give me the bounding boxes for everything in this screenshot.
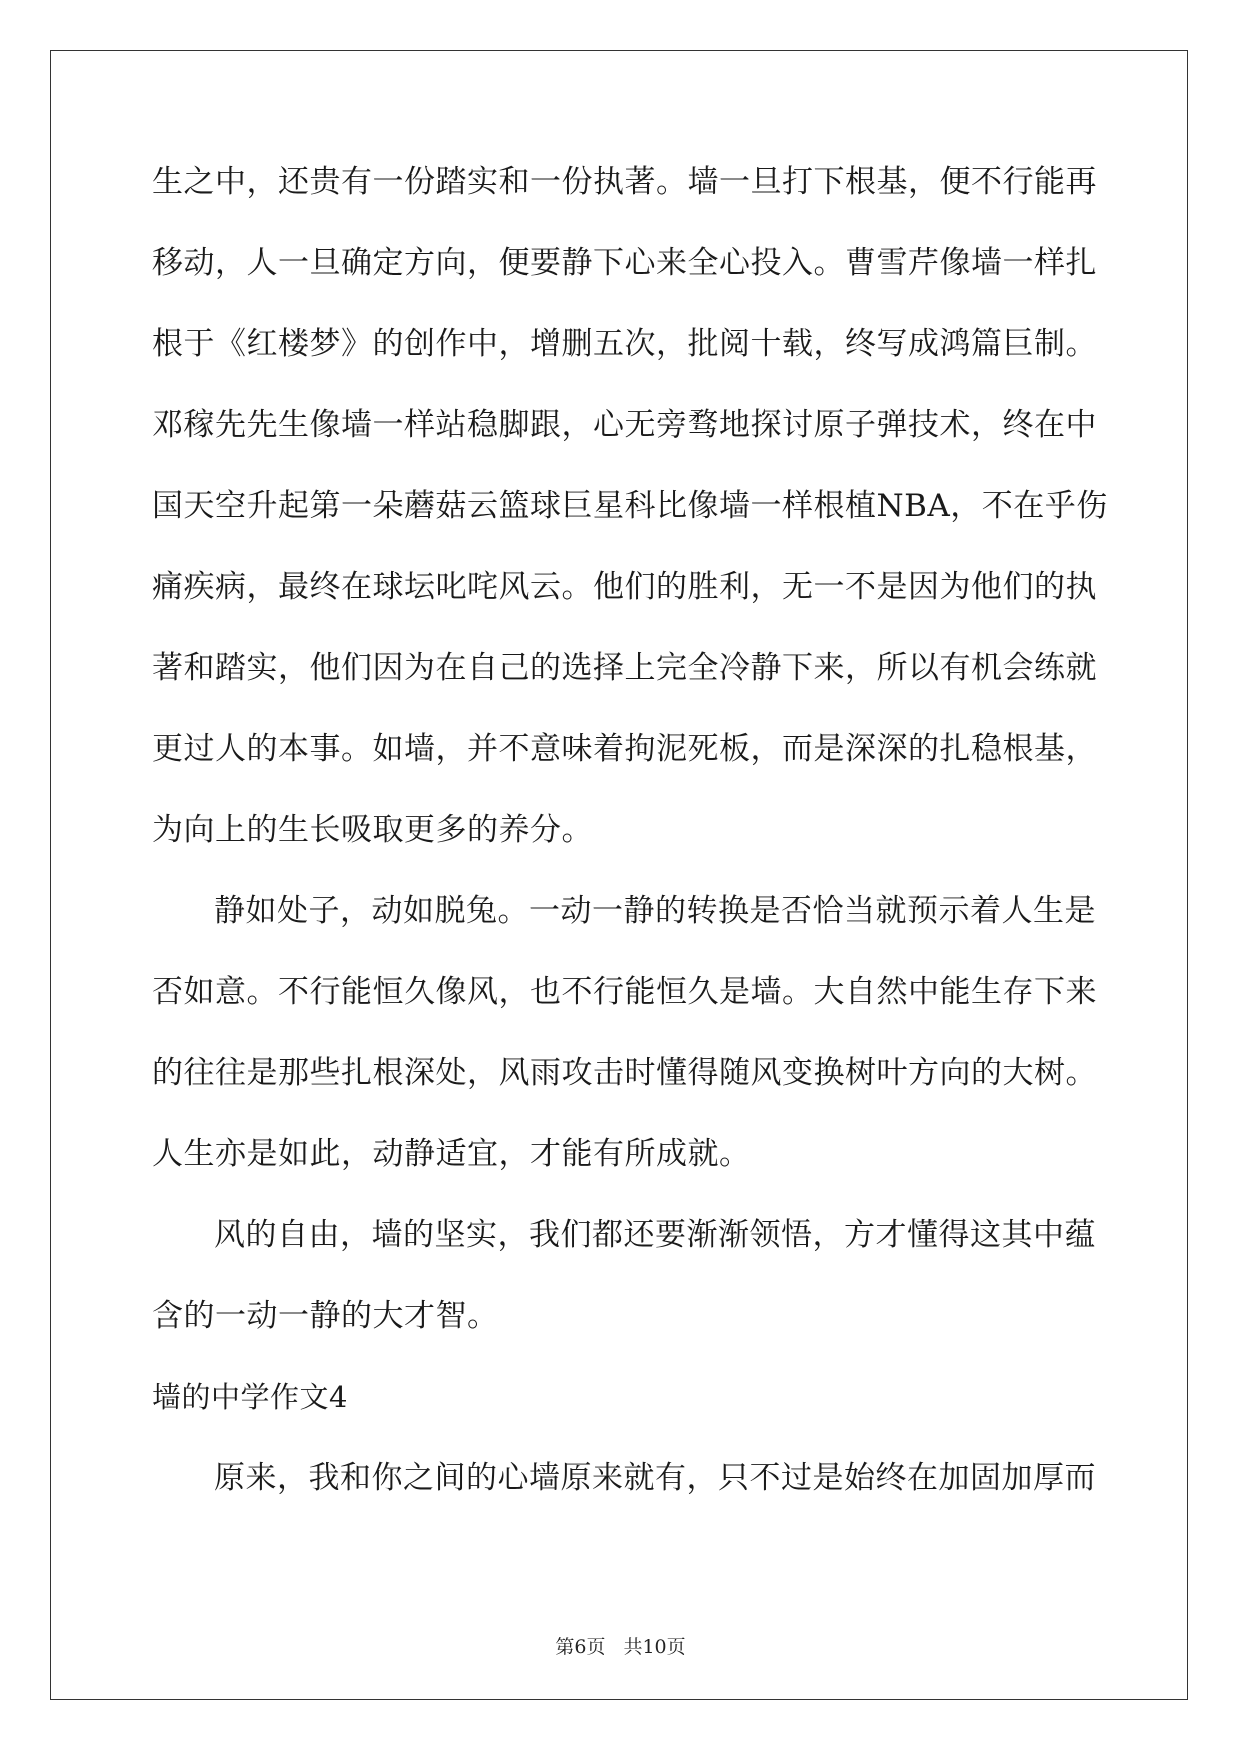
page-total: 共10页 [623, 1636, 686, 1658]
document-body [152, 162, 1108, 1539]
text-line: 根于《红楼梦》的创作中，增删五次，批阅十载，终写成鸿篇巨制。 [152, 326, 1097, 362]
text-line: 静如处子，动如脱兔。一动一静的转换是否恰当就预示着人生是 [214, 893, 1096, 929]
text-line: 国天空升起第一朵蘑菇云篮球巨星科比像墙一样根植NBA，不在乎伤 [152, 488, 1108, 524]
text-line: 风的自由，墙的坚实，我们都还要渐渐领悟，方才懂得这其中蕴 [214, 1217, 1096, 1253]
text-line: 邓稼先先生像墙一样站稳脚跟，心无旁骛地探讨原子弹技术，终在中 [152, 407, 1097, 443]
text-line: 含的一动一静的大才智。 [152, 1298, 499, 1334]
text-line: 移动，人一旦确定方向，便要静下心来全心投入。曹雪芹像墙一样扎 [152, 245, 1097, 281]
text-line: 否如意。不行能恒久像风，也不行能恒久是墙。大自然中能生存下来 [152, 974, 1097, 1010]
text-line: 原来，我和你之间的心墙原来就有，只不过是始终在加固加厚而 [214, 1460, 1096, 1496]
page-footer [0, 1632, 1241, 1659]
text-line: 为向上的生长吸取更多的养分。 [152, 812, 593, 848]
text-line: 著和踏实，他们因为在自己的选择上完全冷静下来，所以有机会练就 [152, 650, 1097, 686]
text-line: 更过人的本事。如墙，并不意味着拘泥死板，而是深深的扎稳根基， [152, 731, 1097, 767]
text-line: 人生亦是如此，动静适宜，才能有所成就。 [152, 1136, 751, 1172]
page-number: 第6页 [555, 1636, 606, 1658]
section-heading: 墙的中学作文4 [152, 1380, 348, 1414]
text-line: 痛疾病，最终在球坛叱咤风云。他们的胜利，无一不是因为他们的执 [152, 569, 1097, 605]
text-line: 生之中，还贵有一份踏实和一份执著。墙一旦打下根基，便不行能再 [152, 164, 1097, 200]
text-line: 的往往是那些扎根深处，风雨攻击时懂得随风变换树叶方向的大树。 [152, 1055, 1097, 1091]
